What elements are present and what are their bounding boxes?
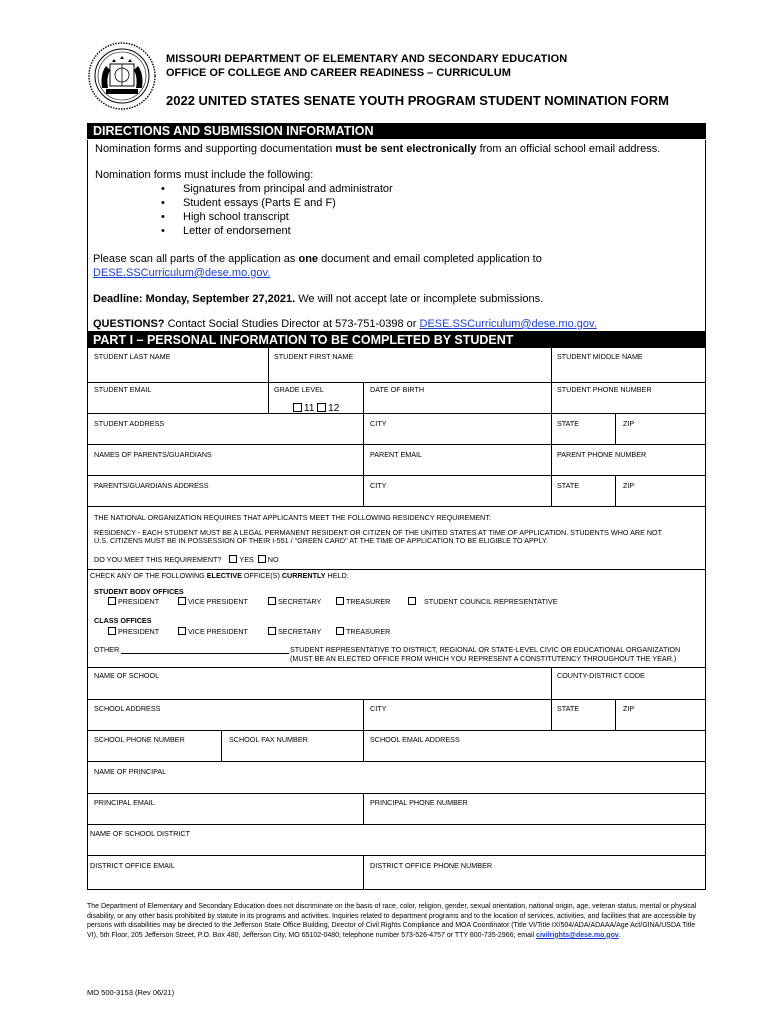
- directions-section: [87, 140, 706, 332]
- class-treasurer-option[interactable]: TREASURER: [336, 627, 390, 636]
- residency-yes-checkbox[interactable]: [229, 555, 237, 563]
- student-body-offices-heading: STUDENT BODY OFFICES: [94, 587, 184, 596]
- requirement-item: • Letter of endorsement: [183, 225, 291, 237]
- directions-heading: DIRECTIONS AND SUBMISSION INFORMATION: [87, 123, 706, 139]
- deadline-text: Deadline: Monday, September 27,2021. We will not accept late or incomplete submissions.: [93, 293, 544, 305]
- school-email-label: SCHOOL EMAIL ADDRESS: [370, 735, 460, 744]
- residency-requirement-line2: U.S. CITIZENS MUST BE IN POSSESSION OF THEIR I-551 / "GREEN CARD" AT THE TIME OF APPLICATION TO BE ELIGIBLE TO APPLY.: [94, 536, 548, 545]
- requirement-item: • Student essays (Parts E and F): [183, 197, 336, 209]
- must-include-text: Nomination forms must include the following:: [95, 169, 314, 181]
- grade-12-checkbox[interactable]: [317, 403, 326, 412]
- student-rep-line2: (MUST BE AN ELECTED OFFICE FROM WHICH YOU REPRESENT A CONSTITUTENCY THROUGHOUT THE YEAR.): [290, 654, 677, 663]
- department-name: MISSOURI DEPARTMENT OF ELEMENTARY AND SECONDARY EDUCATION: [166, 53, 568, 65]
- school-zip-label: ZIP: [623, 704, 635, 713]
- student-middle-name-label: STUDENT MIDDLE NAME: [557, 352, 643, 361]
- questions-text: QUESTIONS? Contact Social Studies Director at 573-751-0398 or DESE.SSCurriculum@dese.mo.gov.: [93, 318, 597, 330]
- student-rep-line1: STUDENT REPRESENTATIVE TO DISTRICT, REGIONAL OR STATE-LEVEL CIVIC OR EDUCATIONAL ORGANIZATION: [290, 645, 681, 654]
- parent-email-label: PARENT EMAIL: [370, 450, 423, 459]
- class-vice-president-option[interactable]: VICE PRESIDENT: [178, 627, 248, 636]
- zip-label: ZIP: [623, 419, 635, 428]
- class-secretary-option[interactable]: SECRETARY: [268, 627, 321, 636]
- principal-phone-label: PRINCIPAL PHONE NUMBER: [370, 798, 468, 807]
- residency-no-checkbox[interactable]: [258, 555, 266, 563]
- elective-offices-instruction: CHECK ANY OF THE FOLLOWING ELECTIVE OFFICE(S) CURRENTLY HELD:: [90, 571, 349, 580]
- form-number: MO 500-3153 (Rev 06/21): [87, 988, 175, 997]
- civil-rights-email-link[interactable]: civilrights@dese.mo.gov: [536, 931, 619, 939]
- sb-president-option[interactable]: PRESIDENT: [108, 597, 159, 606]
- grade-11-checkbox[interactable]: [293, 403, 302, 412]
- student-last-name-label: STUDENT LAST NAME: [94, 352, 171, 361]
- part1-heading: PART I – PERSONAL INFORMATION TO BE COMPLETED BY STUDENT: [87, 332, 706, 348]
- parents-state-label: STATE: [557, 481, 580, 490]
- district-name-label: NAME OF SCHOOL DISTRICT: [90, 829, 190, 838]
- personal-info-form: [87, 347, 706, 890]
- parent-phone-label: PARENT PHONE NUMBER: [557, 450, 647, 459]
- office-name: OFFICE OF COLLEGE AND CAREER READINESS – CURRICULUM: [166, 67, 511, 79]
- parents-names-label: NAMES OF PARENTS/GUARDIANS: [94, 450, 212, 459]
- grade-checkboxes: 11 12: [293, 403, 339, 414]
- sb-vice-president-option[interactable]: VICE PRESIDENT: [178, 597, 248, 606]
- class-offices-heading: CLASS OFFICES: [94, 616, 152, 625]
- school-city-label: CITY: [370, 704, 387, 713]
- requirement-item: • Signatures from principal and administrator: [183, 183, 393, 195]
- date-of-birth-label: DATE OF BIRTH: [370, 385, 425, 394]
- questions-email-link[interactable]: DESE.SSCurriculum@dese.mo.gov.: [419, 318, 597, 330]
- principal-name-label: NAME OF PRINCIPAL: [94, 767, 167, 776]
- student-phone-label: STUDENT PHONE NUMBER: [557, 385, 652, 394]
- state-label: STATE: [557, 419, 580, 428]
- parents-city-label: CITY: [370, 481, 387, 490]
- form-title: 2022 UNITED STATES SENATE YOUTH PROGRAM STUDENT NOMINATION FORM: [166, 93, 669, 108]
- nondiscrimination-notice: The Department of Elementary and Secondary Education does not discriminate on the basis of race, color, religion, gender, sexual orientation, national origin, age, veteran status, mental or physical disability, or any other basis prohibited by statute in its programs and activities. Inquiries related to department programs and to the location of services, activities, and facilities that are accessible by persons with disabilities may be directed to the Jefferson State Office Building, Director of Civil Rights Compliance and MOA Coordinator (Title VI/Title IX/504/ADA/ADAAA/Age Act/GINA/USDA Title VI), 5th Floor, 205 Jefferson Street, P.O. Box 480, Jefferson City, MO 65102-0480; telephone number 573-526-4757 or TTY 800-735-2966; email civilrights@dese.mo.gov.: [87, 903, 697, 939]
- school-fax-label: SCHOOL FAX NUMBER: [229, 735, 308, 744]
- other-office-label: OTHER: [94, 645, 120, 654]
- student-address-label: STUDENT ADDRESS: [94, 419, 165, 428]
- school-address-label: SCHOOL ADDRESS: [94, 704, 161, 713]
- sb-council-rep-option[interactable]: STUDENT COUNCIL REPRESENTATIVE: [408, 597, 558, 606]
- parents-address-label: PARENTS/GUARDIANS ADDRESS: [94, 481, 209, 490]
- sb-treasurer-option[interactable]: TREASURER: [336, 597, 390, 606]
- principal-email-label: PRINCIPAL EMAIL: [94, 798, 155, 807]
- grade-level-label: GRADE LEVEL: [274, 385, 324, 394]
- student-email-label: STUDENT EMAIL: [94, 385, 152, 394]
- district-phone-label: DISTRICT OFFICE PHONE NUMBER: [370, 861, 493, 870]
- requirement-item: • High school transcript: [183, 211, 289, 223]
- school-phone-label: SCHOOL PHONE NUMBER: [94, 735, 185, 744]
- city-label: CITY: [370, 419, 387, 428]
- county-district-code-label: COUNTY-DISTRICT CODE: [557, 671, 645, 680]
- state-seal-logo: [88, 42, 156, 110]
- electronic-submission-note: Nomination forms and supporting documentation must be sent electronically from an official school email address.: [95, 143, 661, 155]
- school-name-label: NAME OF SCHOOL: [94, 671, 160, 680]
- district-email-label: DISTRICT OFFICE EMAIL: [90, 861, 175, 870]
- residency-requirement-line1: RESIDENCY - EACH STUDENT MUST BE A LEGAL PERMANENT RESIDENT OR CITIZEN OF THE UNITED STATES AT TIME OF APPLICATION. STUDENTS WHO ARE NOT: [94, 528, 663, 537]
- scan-instructions: Please scan all parts of the application as one document and email completed application to: [93, 253, 542, 265]
- student-first-name-label: STUDENT FIRST NAME: [274, 352, 354, 361]
- residency-question: DO YOU MEET THIS REQUIREMENT? YES NO: [94, 555, 279, 564]
- parents-zip-label: ZIP: [623, 481, 635, 490]
- submission-email-link[interactable]: DESE.SSCurriculum@dese.mo.gov.: [93, 267, 271, 279]
- sb-secretary-option[interactable]: SECRETARY: [268, 597, 321, 606]
- other-office-line[interactable]: [121, 653, 289, 654]
- class-president-option[interactable]: PRESIDENT: [108, 627, 159, 636]
- school-state-label: STATE: [557, 704, 580, 713]
- residency-intro: THE NATIONAL ORGANIZATION REQUIRES THAT APPLICANTS MEET THE FOLLOWING RESIDENCY REQUIREMENT:: [94, 513, 491, 522]
